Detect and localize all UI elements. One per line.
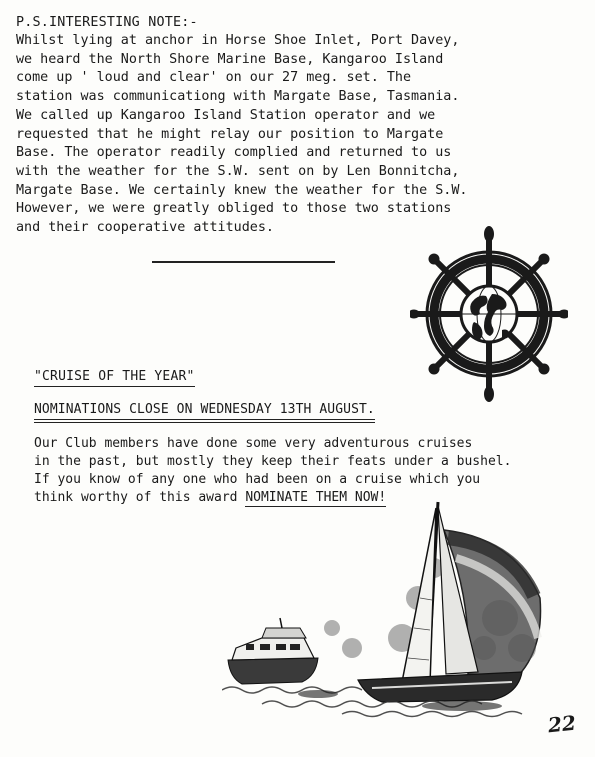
- ps-note-line: Base. The operator readily complied and returned to us: [16, 145, 452, 161]
- sailboat-illustration-icon: [222, 498, 552, 720]
- ps-note-line: Whilst lying at anchor in Horse Shoe Inlet, Port Davey,: [16, 33, 460, 48]
- cruise-of-the-year-title: "CRUISE OF THE YEAR": [34, 369, 195, 387]
- ps-note-line: requested that he might relay our position to Margate: [16, 126, 444, 142]
- ps-note-body: [16, 32, 588, 238]
- ships-wheel-icon: [410, 226, 568, 402]
- ps-note-line: Margate Base. We certainly knew the weather for the S.W.: [16, 182, 468, 198]
- ps-note-line: come up ' loud and clear' on our 27 meg. set. The: [16, 70, 412, 86]
- nominations-close-notice: NOMINATIONS CLOSE ON WEDNESDAY 13TH AUGUST.: [34, 402, 375, 420]
- cruise-line-prefix: think worthy of this award: [34, 490, 246, 505]
- cruise-line: in the past, but mostly they keep their feats under a bushel.: [34, 454, 512, 469]
- page-number: 22: [546, 710, 578, 738]
- cruise-line: If you know of any one who had been on a cruise which you: [34, 472, 481, 487]
- cruise-line: Our Club members have done some very adventurous cruises: [34, 436, 473, 451]
- ps-note-line: We called up Kangaroo Island Station operator and we: [16, 107, 436, 123]
- ps-note-line: and their cooperative attitudes.: [16, 220, 274, 236]
- ps-note-heading: P.S.INTERESTING NOTE:-: [16, 15, 198, 30]
- nominate-now-emphasis: NOMINATE THEM NOW!: [245, 490, 387, 505]
- section-divider: [152, 261, 335, 263]
- cruise-body: [34, 435, 584, 507]
- ps-note-line: we heard the North Shore Marine Base, Kangaroo Island: [16, 51, 444, 67]
- ps-note-line: station was communicationg with Margate Base, Tasmania.: [16, 89, 460, 105]
- ps-note-line: with the weather for the S.W. sent on by Len Bonnitcha,: [16, 163, 460, 179]
- ps-note-line: However, we were greatly obliged to those two stations: [16, 201, 452, 217]
